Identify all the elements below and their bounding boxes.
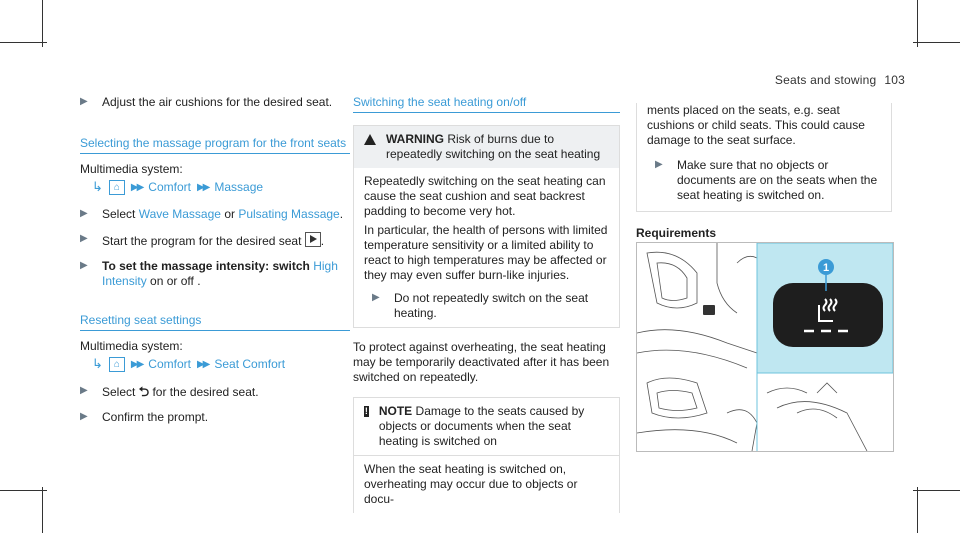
crop-mark xyxy=(0,490,47,491)
step-or: or xyxy=(224,207,235,221)
option-pulsating-massage: Pulsating Massage xyxy=(238,207,340,221)
crop-mark xyxy=(917,0,918,47)
warning-title xyxy=(386,132,609,162)
step-item xyxy=(80,410,350,425)
step-item xyxy=(80,95,350,110)
step-period: . xyxy=(339,207,344,221)
menu-path xyxy=(80,356,350,372)
step-item xyxy=(80,384,350,400)
column-right xyxy=(636,103,892,257)
warning-paragraph: Repeatedly switching on the seat heating can cause the seat cushion and seat backrest padding to become very hot. xyxy=(364,174,606,218)
return-arrow-icon: ↳ xyxy=(92,179,103,194)
step-text: Make sure that no objects or documents are on the seats when the seat heating is switched on. xyxy=(677,158,878,202)
section-heading: Selecting the massage program for the front seats xyxy=(80,136,350,154)
step-on-off: on or off . xyxy=(150,274,201,288)
chevron-double-icon: ▶▶ xyxy=(130,358,143,370)
callout-number: 1 xyxy=(822,262,830,274)
note-continuation xyxy=(636,103,892,212)
multimedia-label: Multimedia system: xyxy=(80,162,183,176)
step-select: Select xyxy=(102,207,136,221)
step-arrow-icon: ▶ xyxy=(655,159,663,170)
chevron-double-icon: ▶▶ xyxy=(196,358,209,370)
note-paragraph: When the seat heating is switched on, overheating may occur due to objects or docu- xyxy=(364,462,578,506)
page-number: 103 xyxy=(884,73,905,87)
step-text: Start the program for the desired seat . xyxy=(102,234,325,248)
crop-mark xyxy=(913,42,960,43)
warning-paragraph: In particular, the health of persons with limited temperature sensitivity or a limited ability to react to high temperatures may be affected or they may even suffer burn-like injuries. xyxy=(364,223,608,282)
note-box xyxy=(353,397,620,513)
step-arrow-icon: ▶ xyxy=(80,260,88,271)
note-body xyxy=(354,455,619,513)
note-title-text: Damage to the seats caused by objects or documents when the seat heating is switched on xyxy=(378,404,585,448)
requirements-heading: Requirements xyxy=(636,226,717,240)
step-text xyxy=(102,384,259,400)
crop-mark xyxy=(42,487,43,533)
warning-box xyxy=(353,125,620,328)
step-arrow-icon: ▶ xyxy=(80,385,88,396)
section-title: Seats and stowing xyxy=(774,73,877,87)
warning-body xyxy=(354,168,619,327)
step-text xyxy=(102,207,343,222)
note-title xyxy=(379,404,609,449)
page-header xyxy=(775,73,905,87)
multimedia-label: Multimedia system: xyxy=(80,339,183,353)
note-label: NOTE xyxy=(378,404,413,418)
back-icon: ⮌ xyxy=(138,384,150,399)
step-item xyxy=(647,158,881,203)
chevron-double-icon: ▶▶ xyxy=(130,181,143,193)
dashboard-drawing xyxy=(637,243,893,451)
option-high: High xyxy=(313,259,338,273)
warning-title-text: Risk of burns due to repeatedly switching on the seat heating xyxy=(386,132,601,161)
column-left xyxy=(80,95,350,425)
return-arrow-icon: ↳ xyxy=(92,356,103,371)
step-start: Start the program for the desired seat xyxy=(102,234,302,248)
step-arrow-icon: ▶ xyxy=(80,411,88,422)
chevron-double-icon: ▶▶ xyxy=(196,181,209,193)
menu-item-comfort: Comfort xyxy=(148,180,191,194)
step-text: Do not repeatedly switch on the seat heating. xyxy=(394,291,589,320)
step-item xyxy=(80,259,350,289)
note-paragraph: ments placed on the seats, e.g. seat cushions or child seats. This could cause damage to the seat surface. xyxy=(647,103,865,147)
column-middle xyxy=(353,95,620,513)
step-arrow-icon: ▶ xyxy=(80,208,88,219)
option-intensity: Intensity xyxy=(102,274,147,288)
section-heading: Resetting seat settings xyxy=(80,313,350,331)
option-wave-massage: Wave Massage xyxy=(138,207,221,221)
play-icon xyxy=(305,232,321,247)
note-header xyxy=(354,398,619,455)
seat-heating-button-icon xyxy=(703,305,715,315)
menu-item-seat-comfort: Seat Comfort xyxy=(214,357,286,371)
warning-header xyxy=(354,126,619,168)
step-intensity: To set the massage intensity: switch xyxy=(102,259,310,273)
warning-icon xyxy=(364,134,376,145)
step-item xyxy=(364,291,609,321)
step-text xyxy=(102,259,338,289)
step-arrow-icon: ▶ xyxy=(372,292,380,303)
step-suffix: for the desired seat. xyxy=(152,385,259,399)
crop-mark xyxy=(0,42,47,43)
menu-item-comfort: Comfort xyxy=(148,357,191,371)
step-arrow-icon: ▶ xyxy=(80,96,88,107)
home-icon: ⌂ xyxy=(109,180,125,195)
note-icon: ! xyxy=(364,406,368,416)
step-text: Adjust the air cushions for the desired seat. xyxy=(102,95,333,109)
paragraph: To protect against overheating, the seat heating may be temporarily deactivated after it has been switched on repeatedly. xyxy=(353,340,610,384)
step-arrow-icon: ▶ xyxy=(80,233,88,244)
seat-heating-illustration xyxy=(636,242,894,452)
step-item xyxy=(80,207,350,222)
home-icon: ⌂ xyxy=(109,357,125,372)
warning-label: WARNING xyxy=(386,132,444,146)
crop-mark xyxy=(913,490,960,491)
step-select: Select xyxy=(102,385,136,399)
crop-mark xyxy=(42,0,43,47)
crop-mark xyxy=(917,487,918,533)
section-heading: Switching the seat heating on/off xyxy=(353,95,620,113)
step-text: Confirm the prompt. xyxy=(102,410,209,424)
menu-path xyxy=(80,179,350,195)
menu-item-massage: Massage xyxy=(214,180,264,194)
step-item xyxy=(80,232,350,249)
